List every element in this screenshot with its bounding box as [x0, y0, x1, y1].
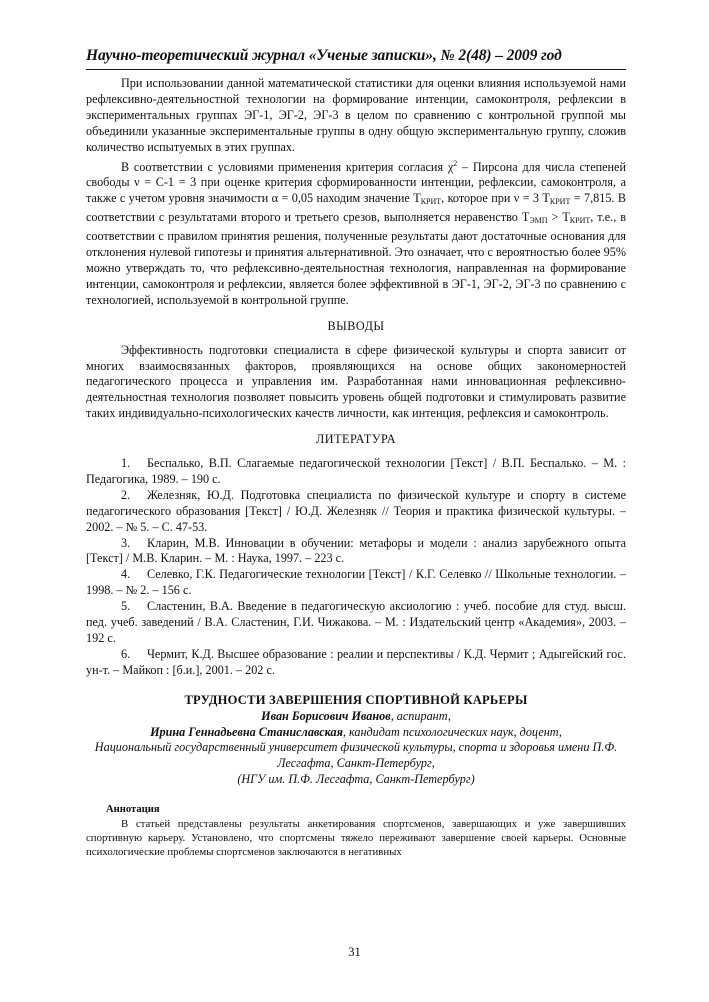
affiliation-short: (НГУ им. П.Ф. Лесгафта, Санкт-Петербург): [237, 772, 475, 787]
author-1: Иван Борисович Иванов, аспирант,: [261, 708, 451, 723]
reference-item: 6. Чермит, К.Д. Высшее образование : реалии и перспективы / К.Д. Чермит ; Адыгейский гос. ун-т. – Майкоп : [б.и.], 2001. – 202 с.: [86, 646, 626, 677]
author-2: Ирина Геннадьевна Станиславская, кандидат психологических наук, доцент,: [150, 724, 562, 739]
page-number: 31: [348, 945, 361, 959]
literature-heading: ЛИТЕРАТУРА: [316, 432, 396, 447]
reference-item: 1. Беспалько, В.П. Слагаемые педагогической технологии [Текст] / В.П. Беспалько. – М. : Педагогика, 1989. – 190 с.: [86, 456, 626, 486]
reference-item: 3. Кларин, М.В. Инновации в обучении: метафоры и модели : анализ зарубежного опыта [Текст] / М.В. Кларин. – М. : Наука, 1997. – 223 с.: [86, 535, 626, 566]
reference-list: [86, 456, 626, 679]
abstract-heading: Аннотация: [106, 804, 160, 816]
affiliation: Национальный государственный университет физической культуры, спорта и здоровья имени П.Ф. Лесгафта, Санкт-Петербург,: [94, 740, 618, 771]
reference-item: 4. Селевко, Г.К. Педагогические технологии [Текст] / К.Г. Селевко // Школьные технологии. – 1998. – № 2. – 156 с.: [86, 567, 626, 598]
reference-item: 2. Железняк, Ю.Д. Подготовка специалиста по физической культуре и спорту в системе педагогического образования [Текст] / Ю.Д. Железняк // Теория и практика физической культуры. – 2002. – № 5. – С. 47-53.: [86, 487, 626, 534]
conclusions-heading: ВЫВОДЫ: [327, 318, 385, 333]
abstract-text: В статьей представлены результаты анкетирования спортсменов, завершающих и уже завершивших спортивную карьеру. Установлено, что спортсмены тяжело переживают завершение своей карьеры. Основные психологические проблемы спортсменов заключаются в негативных: [86, 818, 626, 858]
article-title: ТРУДНОСТИ ЗАВЕРШЕНИЯ СПОРТИВНОЙ КАРЬЕРЫ: [184, 692, 528, 707]
reference-item: 5. Сластенин, В.А. Введение в педагогическую аксиологию : учеб. пособие для студ. высш. пед. учеб. заведений / В.А. Сластенин, Г.И. Чижакова. – М. : Издательский центр «Академия», 2003. – 192 с.: [86, 599, 626, 645]
journal-header: Научно-теоретический журнал «Ученые записки», № 2(48) – 2009 год: [86, 47, 626, 70]
conclusions-text: Эффективность подготовки специалиста в сфере физической культуры и спорта зависит от многих взаимосвязанных факторов, проявляющихся на основе общих закономерностей педагогического процесса и управления им. Разработанная нами инновационная рефлексивно-деятельностная технология позволяет повысить уровень общей подготовки и стимулировать развитие таких индивидуально-психологических качеств личности, как интенция, рефлексия и самоконтроль.: [86, 342, 626, 421]
page-body: [86, 76, 626, 859]
paragraph-pearson: В соответствии с условиями применения критерия согласия $\chi^2$ – Пирсона для числа степеней свободы ν = С-1 = 3 при оценке критерия сформированности интенции, рефлексии, самоконтроля, а также с учетом уровня значимости α = 0,05 находим значение $Т_{КРИТ}$, которое при ν = 3 $Т_{КРИТ} = 7,815$. В соответствии с результатами второго и третьего срезов, выполняется неравенство $Т_{ЭМП} > Т_{КРИТ}$, т.е., в соответствии с правилом принятия решения, полученные результаты дают достаточные основания для отклонения нулевой гипотезы и принятия альтернативной. Это означает, что с вероятностью более 95% можно утверждать то, что рефлексивно-деятельностная технология, направленная на формирование интенции, самоконтроля и рефлексии, является более эффективной в ЭГ-1, ЭГ-2, ЭГ-3 по сравнению с технологией, используемой в контрольной группе.: [86, 158, 626, 307]
paragraph-statistics: При использовании данной математической статистики для оценки влияния используемой нами рефлексивно-деятельностной технологии на формирование интенции, самоконтроля, рефлексии в экспериментальных группах ЭГ-1, ЭГ-2, ЭГ-3 в целом по сравнению с контрольной группой мы объединили указанные экспериментальные группы в одну общую экспериментальную группу, сложив количество испытуемых в этих группах.: [86, 76, 626, 154]
